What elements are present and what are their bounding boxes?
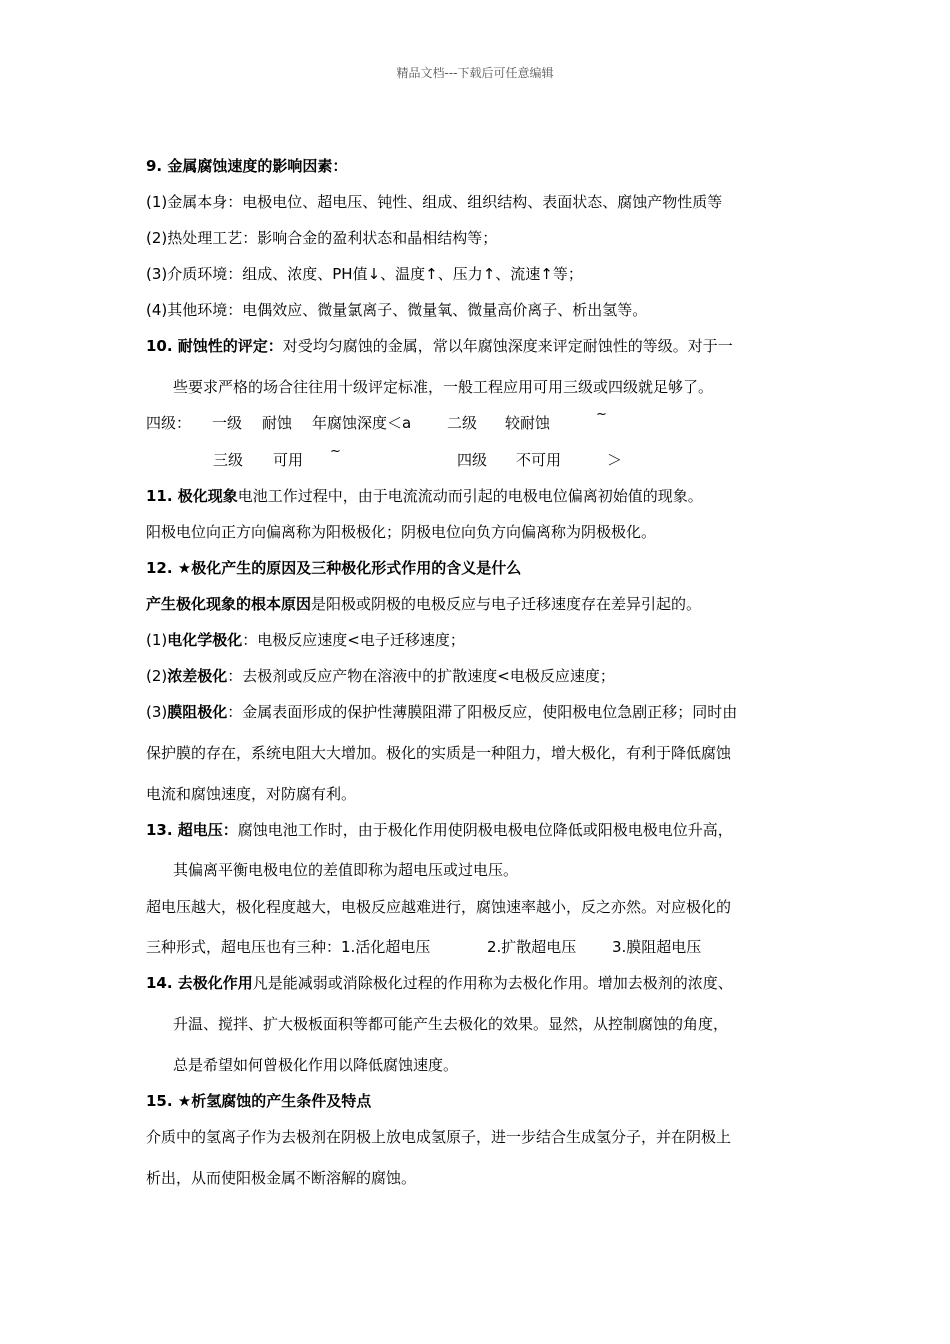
section-9-item-1: (1)金属本身：电极电位、超电压、钝性、组成、组织结构、表面状态、腐蚀产物性质等: [146, 193, 723, 211]
section-13-text-2: 其偏离平衡电极电位的差值即称为超电压或过电压。: [173, 861, 519, 879]
section-13-text-1: 腐蚀电池工作时，由于极化作用使阴极电极电位降低或阳极电极电位升高，: [237, 821, 733, 839]
polarization-item-2: [146, 666, 615, 686]
grade-2-name: 较耐蚀: [505, 414, 551, 432]
section-14-lead: 14. 去极化作用: [146, 974, 253, 992]
section-12-cause: [146, 594, 701, 614]
item-3-number: (3): [146, 703, 168, 721]
grade-3-tilde: ~: [330, 444, 341, 459]
section-10-text-1: 对受均匀腐蚀的金属，常以年腐蚀深度来评定耐蚀性的等级。对于一: [282, 337, 733, 355]
section-11-lead: 11. 极化现象: [146, 487, 238, 505]
section-12-title: 12. ★极化产生的原因及三种极化形式作用的含义是什么: [146, 559, 522, 577]
item-2-number: (2): [146, 667, 168, 685]
page-header: 精品文档---下载后可任意编辑: [396, 66, 554, 80]
section-13-text-4b: 2.扩散超电压: [487, 938, 577, 956]
section-15-title: 15. ★析氢腐蚀的产生条件及特点: [146, 1092, 372, 1110]
grade-3-name: 可用: [273, 451, 304, 469]
grade-row-1-label: 四级：: [146, 414, 192, 432]
polarization-item-3: [146, 702, 737, 722]
section-14-text-2: 升温、搅拌、扩大极板面积等都可能产生去极化的效果。显然，从控制腐蚀的角度，: [173, 1015, 729, 1033]
grade-4-level: 四级: [457, 451, 488, 469]
item-2-text: ：去极剂或反应产物在溶液中的扩散速度<电极反应速度；: [227, 667, 615, 685]
section-14-para: [146, 973, 733, 993]
cause-text: 是阳极或阴极的电极反应与电子迁移速度存在差异引起的。: [311, 595, 702, 613]
section-10-para: [146, 336, 733, 356]
section-13-text-4a: 三种形式，超电压也有三种：1.活化超电压: [146, 938, 431, 956]
section-13-para: [146, 820, 733, 840]
grade-1-name: 耐蚀: [262, 414, 293, 432]
grade-2-level: 二级: [447, 414, 478, 432]
grade-1-level: 一级: [212, 414, 243, 432]
grade-1-condition: 年腐蚀深度＜a: [312, 414, 412, 432]
section-15-text-1: 介质中的氢离子作为去极剂在阴极上放电成氢原子，进一步结合生成氢分子，并在阴极上: [146, 1128, 732, 1146]
section-9-item-4: (4)其他环境：电偶效应、微量氯离子、微量氧、微量高价离子、析出氢等。: [146, 301, 648, 319]
section-9-item-3: (3)介质环境：组成、浓度、PH值↓、温度↑、压力↑、流速↑等；: [146, 265, 583, 283]
item-1-text: ：电极反应速度<电子迁移速度；: [242, 631, 465, 649]
section-9-item-2: (2)热处理工艺：影响合金的盈利状态和晶相结构等；: [146, 229, 498, 247]
item-3-lead: 膜阻极化: [167, 703, 228, 721]
grade-3-level: 三级: [213, 451, 244, 469]
section-10-lead: 10. 耐蚀性的评定：: [146, 337, 283, 355]
item-1-number: (1): [146, 631, 168, 649]
item-3-text-2: 保护膜的存在，系统电阻大大增加。极化的实质是一种阻力，增大极化，有利于降低腐蚀: [146, 744, 732, 762]
cause-lead: 产生极化现象的根本原因: [146, 595, 312, 613]
item-3-text-3: 电流和腐蚀速度，对防腐有利。: [146, 785, 357, 803]
section-13-text-3: 超电压越大，极化程度越大，电极反应越难进行，腐蚀速率越小，反之亦然。对应极化的: [146, 898, 732, 916]
section-13-text-4c: 3.膜阻超电压: [612, 938, 702, 956]
section-11-text-2: 阳极电位向正方向偏离称为阳极极化；阴极电位向负方向偏离称为阴极极化。: [146, 523, 657, 541]
section-11-para: [146, 486, 703, 506]
polarization-item-1: [146, 630, 465, 650]
grade-4-name: 不可用: [516, 451, 562, 469]
section-15-text-2: 析出，从而使阳极金属不断溶解的腐蚀。: [146, 1169, 417, 1187]
section-14-text-3: 总是希望如何曾极化作用以降低腐蚀速度。: [173, 1056, 459, 1074]
item-2-lead: 浓差极化: [167, 667, 228, 685]
section-9-title: 9. 金属腐蚀速度的影响因素：: [146, 157, 348, 175]
section-13-lead: 13. 超电压：: [146, 821, 238, 839]
grade-4-condition: ＞: [607, 451, 623, 469]
section-11-text-1: 电池工作过程中，由于电流流动而引起的电极电位偏离初始值的现象。: [237, 487, 703, 505]
grade-2-tilde: ~: [596, 407, 607, 422]
section-10-text-2: 些要求严格的场合往往用十级评定标准，一般工程应用可用三级或四级就足够了。: [173, 378, 714, 396]
item-1-lead: 电化学极化: [167, 631, 243, 649]
section-14-text-1: 凡是能减弱或消除极化过程的作用称为去极化作用。增加去极剂的浓度、: [252, 974, 733, 992]
item-3-text: ：金属表面形成的保护性薄膜阻滞了阳极反应，使阳极电位急剧正移；同时由: [227, 703, 738, 721]
